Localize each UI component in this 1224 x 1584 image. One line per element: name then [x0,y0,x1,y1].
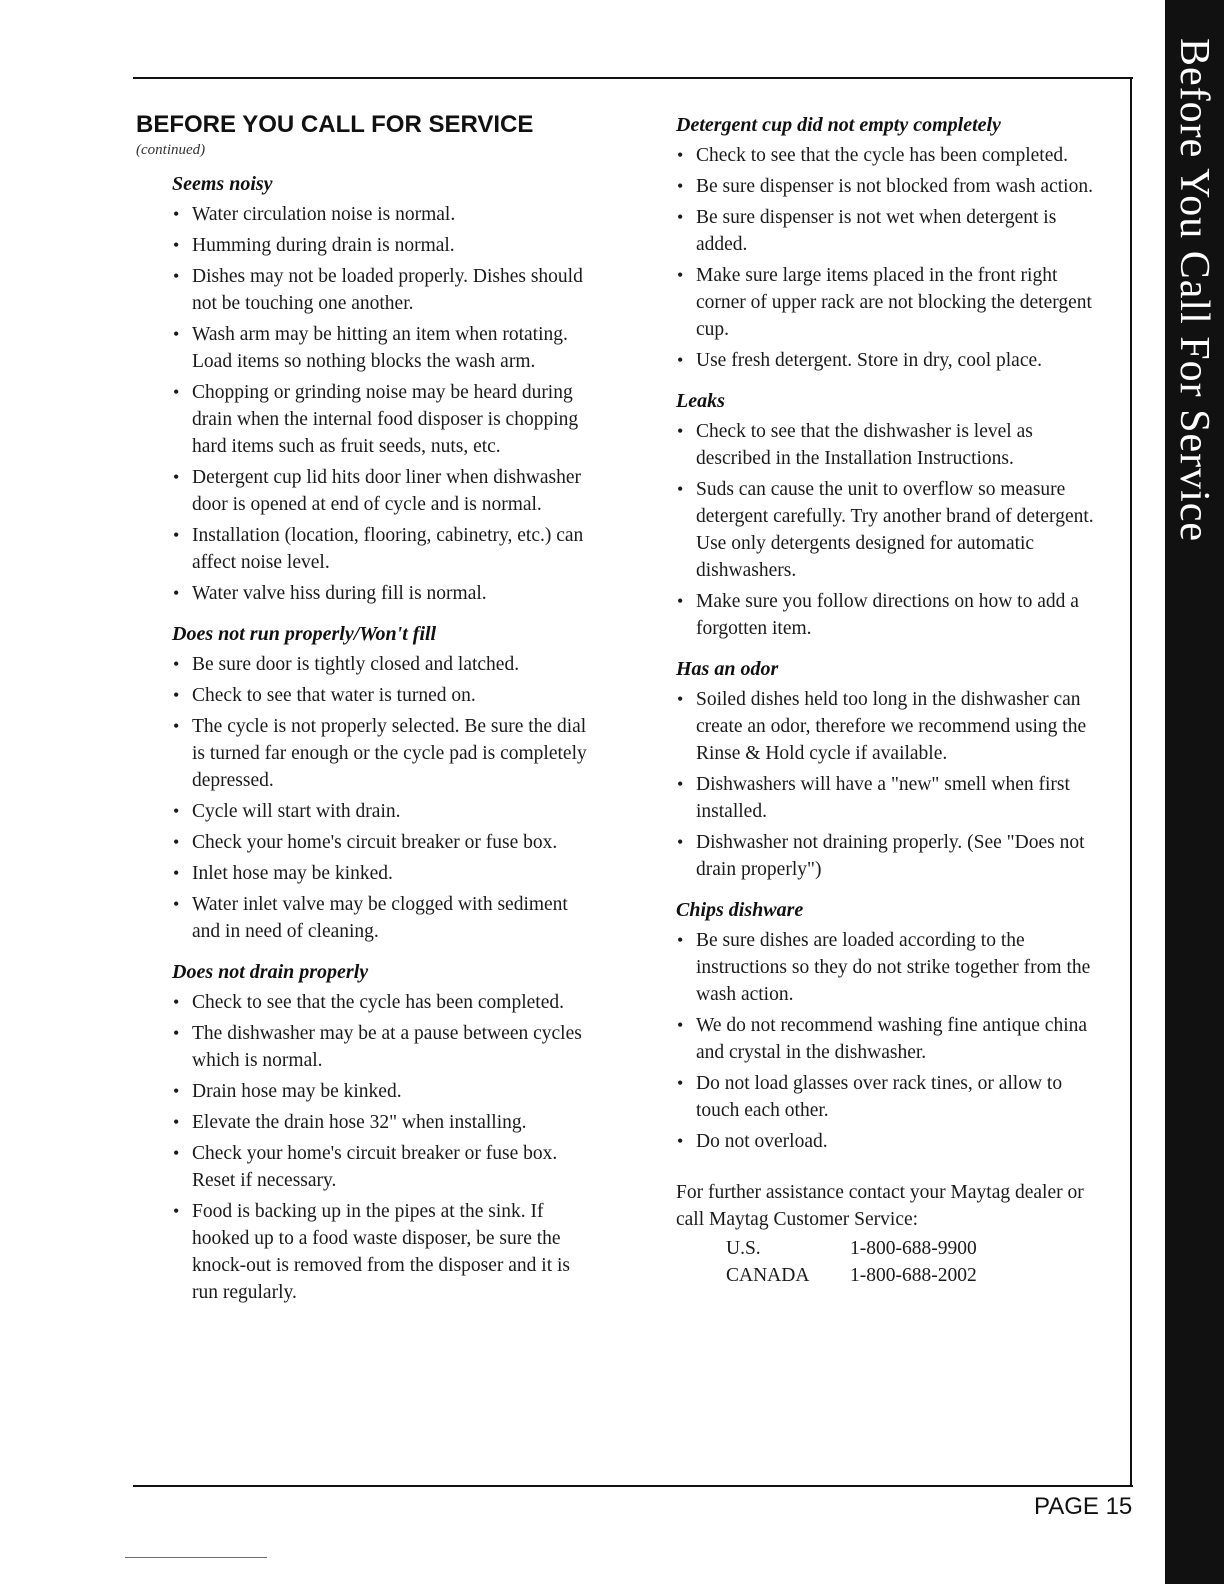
bullet-item: • Cycle will start with drain. [172,798,598,825]
assistance-text: For further assistance contact your Maytag dealer or call Maytag Customer Service: [676,1182,1084,1230]
bullet-item: • Suds can cause the unit to overflow so measure detergent carefully. Try another brand of detergent. Use only detergents designed for automatic dishwashers. [676,476,1106,584]
right-column [676,112,1106,1289]
bullet-item: • The cycle is not properly selected. Be sure the dial is turned far enough or the cycle pad is completely depressed. [172,713,598,794]
bullet-item: • Check your home's circuit breaker or fuse box. [172,829,598,856]
bullet-item: • Detergent cup lid hits door liner when dishwasher door is opened at end of cycle and is normal. [172,464,598,518]
contact-country: CANADA [726,1265,810,1286]
bullet-item: • Soiled dishes held too long in the dishwasher can create an odor, therefore we recommend using the Rinse & Hold cycle if available. [676,686,1106,767]
contact-phone: 1-800-688-2002 [850,1265,977,1286]
bullet-item: • Inlet hose may be kinked. [172,860,598,887]
bullet-item: • Dishwasher not draining properly. (See "Does not drain properly") [676,829,1106,883]
contact-phone: 1-800-688-9900 [850,1238,977,1259]
bullet-item: • Make sure large items placed in the front right corner of upper rack are not blocking the detergent cup. [676,262,1106,343]
bullet-list [676,686,1106,883]
bullet-item: • Do not overload. [676,1128,1106,1155]
bullet-item: • We do not recommend washing fine antique china and crystal in the dishwasher. [676,1012,1106,1066]
contact-table [726,1235,977,1289]
section-heading: Leaks [676,390,725,412]
bullet-item: • Be sure dispenser is not blocked from wash action. [676,173,1106,200]
contact-country: U.S. [726,1238,761,1259]
bullet-item: • Water valve hiss during fill is normal. [172,580,598,607]
bottom-rule [133,1485,1133,1487]
section-heading: Chips dishware [676,899,804,921]
bullet-item: • Check to see that the dishwasher is level as described in the Installation Instructions. [676,418,1106,472]
bullet-item: • Water circulation noise is normal. [172,201,598,228]
bullet-list [676,142,1106,374]
bullet-item: • Chopping or grinding noise may be heard during drain when the internal food disposer is chopping hard items such as fruit seeds, nuts, etc. [172,379,598,460]
bullet-item: • Do not load glasses over rack tines, or allow to touch each other. [676,1070,1106,1124]
bullet-item: • Be sure dispenser is not wet when detergent is added. [676,204,1106,258]
bullet-item: • Check to see that the cycle has been completed. [172,989,598,1016]
bullet-item: • Use fresh detergent. Store in dry, cool place. [676,347,1106,374]
bullet-item: • Be sure door is tightly closed and latched. [172,651,598,678]
left-sections [136,171,598,1306]
section-heading: Has an odor [676,658,779,680]
bullet-list [172,201,598,607]
bullet-list [172,989,598,1306]
contact-row [726,1235,977,1262]
bullet-item: • Elevate the drain hose 32" when installing. [172,1109,598,1136]
underline-mark [125,1557,267,1558]
bullet-item: • Check to see that the cycle has been completed. [676,142,1106,169]
bullet-item: • Make sure you follow directions on how to add a forgotten item. [676,588,1106,642]
left-column [136,110,598,1310]
section-heading: Does not drain properly [172,961,369,983]
top-rule [133,77,1133,79]
bullet-item: • Water inlet valve may be clogged with sediment and in need of cleaning. [172,891,598,945]
bullet-item: • Drain hose may be kinked. [172,1078,598,1105]
right-rule [1130,77,1132,1487]
bullet-item: • Dishwashers will have a "new" smell when first installed. [676,771,1106,825]
bullet-item: • Food is backing up in the pipes at the sink. If hooked up to a food waste disposer, be sure the knock-out is removed from the disposer and it is run regularly. [172,1198,598,1306]
section-heading: Does not run properly/Won't fill [172,623,437,645]
bullet-item: • Installation (location, flooring, cabinetry, etc.) can affect noise level. [172,522,598,576]
bullet-item: • Check your home's circuit breaker or fuse box. Reset if necessary. [172,1140,598,1194]
bullet-list [676,418,1106,642]
side-tab-label: Before You Call For Service [1171,37,1217,543]
bullet-list [676,927,1106,1155]
bullet-item: • Humming during drain is normal. [172,232,598,259]
section-heading: Seems noisy [172,173,273,195]
bullet-item: • Be sure dishes are loaded according to the instructions so they do not strike together from the wash action. [676,927,1106,1008]
bullet-item: • Dishes may not be loaded properly. Dishes should not be touching one another. [172,263,598,317]
right-sections [676,112,1106,1155]
bullet-item: • The dishwasher may be at a pause between cycles which is normal. [172,1020,598,1074]
section-heading: Detergent cup did not empty completely [676,114,1001,136]
bullet-list [172,651,598,945]
continued-note: (continued) [136,142,206,158]
bullet-item: • Check to see that water is turned on. [172,682,598,709]
bullet-item: • Wash arm may be hitting an item when rotating. Load items so nothing blocks the wash arm. [172,321,598,375]
page-title: BEFORE YOU CALL FOR SERVICE [136,111,534,138]
page-number: PAGE 15 [1034,1493,1133,1520]
contact-row [726,1262,977,1289]
